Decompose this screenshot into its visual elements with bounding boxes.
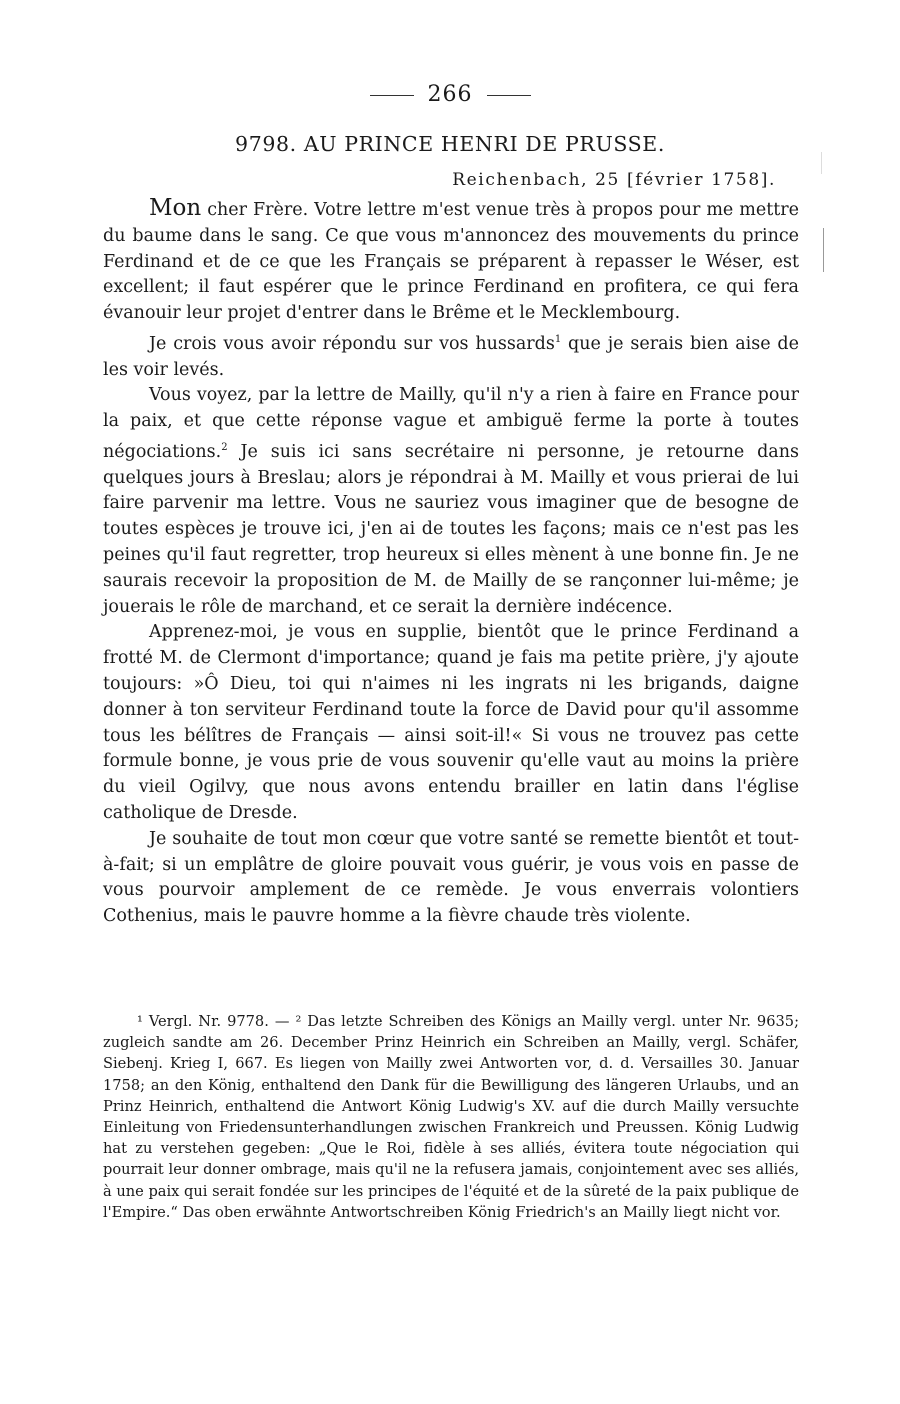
- paragraph-3-text-a: Vous voyez, par la lettre de Mailly, qu'il n'y a rien à faire en France pour la paix, et que cette réponse vague et ambiguë ferme la porte à toutes négociations.: [103, 385, 799, 462]
- footnotes: [103, 1011, 799, 1223]
- letter-body: [103, 196, 799, 930]
- paragraph-1-text: cher Frère. Votre lettre m'est venue très à propos pour me mettre du baume dans le sang. Ce que vous m'annoncez des mouvements du prince Ferdinand et de ce que les Français se préparent à repasser le Wéser, est excellent; il faut espérer que le prince Ferdinand en profitera, ce qui fera évanouir leur projet d'entrer dans le Brême et le Mecklembourg.: [103, 200, 799, 324]
- paragraph-2-text-a: Je crois vous avoir répondu sur vos hussards: [149, 333, 555, 354]
- paragraph-2-text-b: que je serais bien aise de les voir levés.: [103, 333, 799, 380]
- paragraph-3: [103, 383, 799, 620]
- page-number-line: [0, 82, 900, 107]
- margin-mark-faint: [821, 152, 822, 174]
- paragraph-initial: Mon: [149, 195, 202, 221]
- left-dash: [370, 95, 414, 96]
- margin-mark: [823, 228, 824, 272]
- footnote-ref-1[interactable]: 1: [554, 333, 562, 345]
- page-number: 266: [427, 82, 473, 107]
- footnote-ref-2[interactable]: 2: [221, 442, 228, 453]
- paragraph-3-text-b: Je suis ici sans secrétaire ni personne, je retourne dans quelques jours à Breslau; alors je répondrai à M. Mailly et vous prierai de lui faire parvenir ma lettre. Vous ne sauriez vous imaginer que de besogne de toutes espèces je trouve ici, j'en ai de toutes les façons; mais ce n'est pas les peines qu'il faut regretter, trop heureux si elles mènent à une bonne fin. Je ne saurais recevoir la proposition de M. de Mailly de se rançonner lui-même; je jouerais le rôle de marchand, et ce serait la dernière indécence.: [103, 441, 799, 617]
- paragraph-4: Apprenez-moi, je vous en supplie, bientôt que le prince Ferdinand a frotté M. de Clermont d'importance; quand je fais ma petite prière, j'y ajoute toujours: »Ô Dieu, toi qui n'aimes ni les ingrats ni les brigands, daigne donner à ton serviteur Ferdinand toute la force de David pour qu'il assomme tous les bélîtres de Français — ainsi soit-il!« Si vous ne trouvez pas cette formule bonne, je vous prie de vous souvenir qu'elle vaut au moins la prière du vieil Ogilvy, que nous avons entendu brailler en latin dans l'église catholique de Dresde.: [103, 622, 799, 823]
- dateline: Reichenbach, 25 [février 1758].: [452, 170, 776, 190]
- footnote-text: ¹ Vergl. Nr. 9778. — ² Das letzte Schreiben des Königs an Mailly vergl. unter Nr. 9635; zugleich sandte am 26. December Prinz Heinrich ein Schreiben an Mailly, vergl. Schäfer, Siebenj. Krieg I, 667. Es liegen von Mailly zwei Antworten vor, d. d. Versailles 30. Januar 1758; an den König, enthaltend den Dank für die Bewilligung des längeren Urlaubs, und an Prinz Heinrich, enthaltend die Antwort König Ludwig's XV. auf die durch Mailly versuchte Einleitung von Friedensunterhandlungen zwischen Frankreich und Preussen. König Ludwig hat zu verstehen gegeben: „Que le Roi, fidèle à ses alliés, évitera toute négociation qui pourrait leur donner ombrage, mais qu'il ne la refusera jamais, conjointement avec ses alliés, à une paix qui serait fondée sur les principes de l'équité et de la sûreté de la paix publique de l'Empire.“ Das oben erwähnte Antwortschreiben König Friedrich's an Mailly liegt nicht vor.: [103, 1013, 799, 1221]
- paragraph-5: Je souhaite de tout mon cœur que votre santé se remette bientôt et tout-à-fait; si un emplâtre de gloire pouvait vous guérir, je vous vois en passe de vous pourvoir amplement de ce remède. Je vous enverrais volontiers Cothenius, mais le pauvre homme a la fièvre chaude très violente.: [103, 828, 799, 927]
- paragraph-2: [103, 327, 799, 383]
- right-dash: [487, 95, 531, 96]
- paragraph-1: [103, 196, 799, 327]
- letter-title: 9798. AU PRINCE HENRI DE PRUSSE.: [235, 132, 665, 156]
